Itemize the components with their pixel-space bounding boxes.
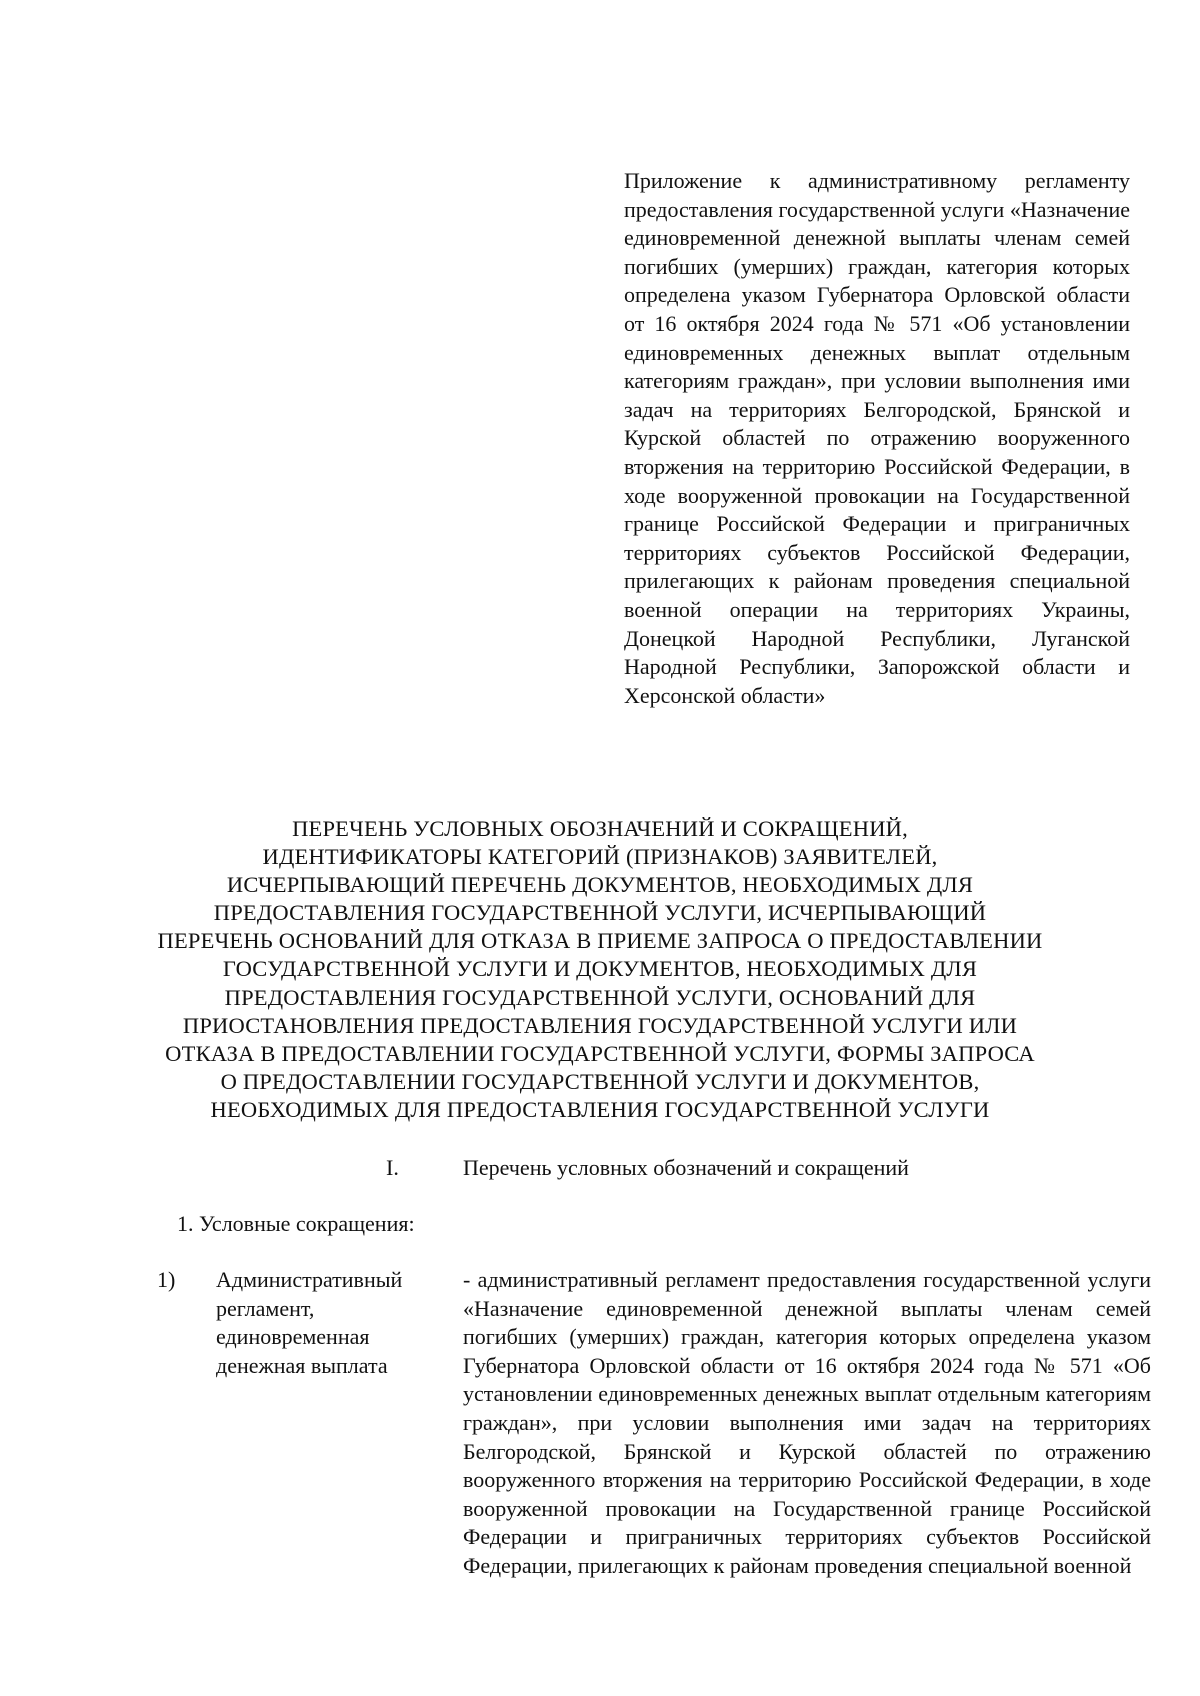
definition-number: 1) <box>157 1267 176 1292</box>
section-title: Перечень условных обозначений и сокращений <box>463 1155 909 1180</box>
title-line: ГОСУДАРСТВЕННОЙ УСЛУГИ И ДОКУМЕНТОВ, НЕОБХОДИМЫХ ДЛЯ <box>222 956 978 982</box>
document-title <box>150 815 1050 1124</box>
title-line: ПРЕДОСТАВЛЕНИЯ ГОСУДАРСТВЕННОЙ УСЛУГИ, ОСНОВАНИЙ ДЛЯ <box>224 984 976 1010</box>
definition-description: - административный регламент предоставления государственной услуги «Назначение единовременной денежной выплаты членам семей погибших (умерших) граждан, категория которых определена указом Губернатора Орловской области от 16 октября 2024 года № 571 «Об установлении единовременных денежных выплат отдельным категориям граждан», при условии выполнения ими задач на территориях Белгородской, Брянской и Курской областей по отражению вооруженного вторжения на территорию Российской Федерации, в ходе вооруженной провокации на Государственной границе Российской Федерации и приграничных территориях субъектов Российской Федерации, прилегающих к районам проведения специальной военной <box>463 1267 1151 1578</box>
title-line: О ПРЕДОСТАВЛЕНИИ ГОСУДАРСТВЕННОЙ УСЛУГИ И ДОКУМЕНТОВ, <box>220 1068 980 1094</box>
title-line: ПЕРЕЧЕНЬ УСЛОВНЫХ ОБОЗНАЧЕНИЙ И СОКРАЩЕНИЙ, <box>292 816 908 841</box>
title-line: ОТКАЗА В ПРЕДОСТАВЛЕНИИ ГОСУДАРСТВЕННОЙ УСЛУГИ, ФОРМЫ ЗАПРОСА <box>165 1040 1035 1066</box>
appendix-note: Приложение к административному регламенту предоставления государственной услуги «Назначение единовременной денежной выплаты членам семей погибших (умерших) граждан, категория которых определена указом Губернатора Орловской области от 16 октября 2024 года № 571 «Об установлении единовременных денежных выплат отдельным категориям граждан», при условии выполнения ими задач на территориях Белгородской, Брянской и Курской областей по отражению вооруженного вторжения на территорию Российской Федерации, в ходе вооруженной провокации на Государственной границе Российской Федерации и приграничных территориях субъектов Российской Федерации, прилегающих к районам проведения специальной военной операции на территориях Украины, Донецкой Народной Республики, Луганской Народной Республики, Запорожской области и Херсонской области» <box>624 168 1130 708</box>
title-line: ИСЧЕРПЫВАЮЩИЙ ПЕРЕЧЕНЬ ДОКУМЕНТОВ, НЕОБХОДИМЫХ ДЛЯ <box>226 872 974 898</box>
title-line: НЕОБХОДИМЫХ ДЛЯ ПРЕДОСТАВЛЕНИЯ ГОСУДАРСТВЕННОЙ УСЛУГИ <box>210 1096 990 1122</box>
title-line: ПРИОСТАНОВЛЕНИЯ ПРЕДОСТАВЛЕНИЯ ГОСУДАРСТВЕННОЙ УСЛУГИ ИЛИ <box>182 1012 1018 1038</box>
title-line: ПРЕДОСТАВЛЕНИЯ ГОСУДАРСТВЕННОЙ УСЛУГИ, ИСЧЕРПЫВАЮЩИЙ <box>213 900 987 926</box>
title-line: ПЕРЕЧЕНЬ ОСНОВАНИЙ ДЛЯ ОТКАЗА В ПРИЕМЕ ЗАПРОСА О ПРЕДОСТАВЛЕНИИ <box>157 928 1043 954</box>
title-line: ИДЕНТИФИКАТОРЫ КАТЕГОРИЙ (ПРИЗНАКОВ) ЗАЯВИТЕЛЕЙ, <box>262 844 938 870</box>
section-number: I. <box>386 1155 399 1180</box>
subsection-heading: 1. Условные сокращения: <box>177 1211 415 1236</box>
definition-term: Административный регламент, единовременная денежная выплата <box>216 1267 403 1378</box>
